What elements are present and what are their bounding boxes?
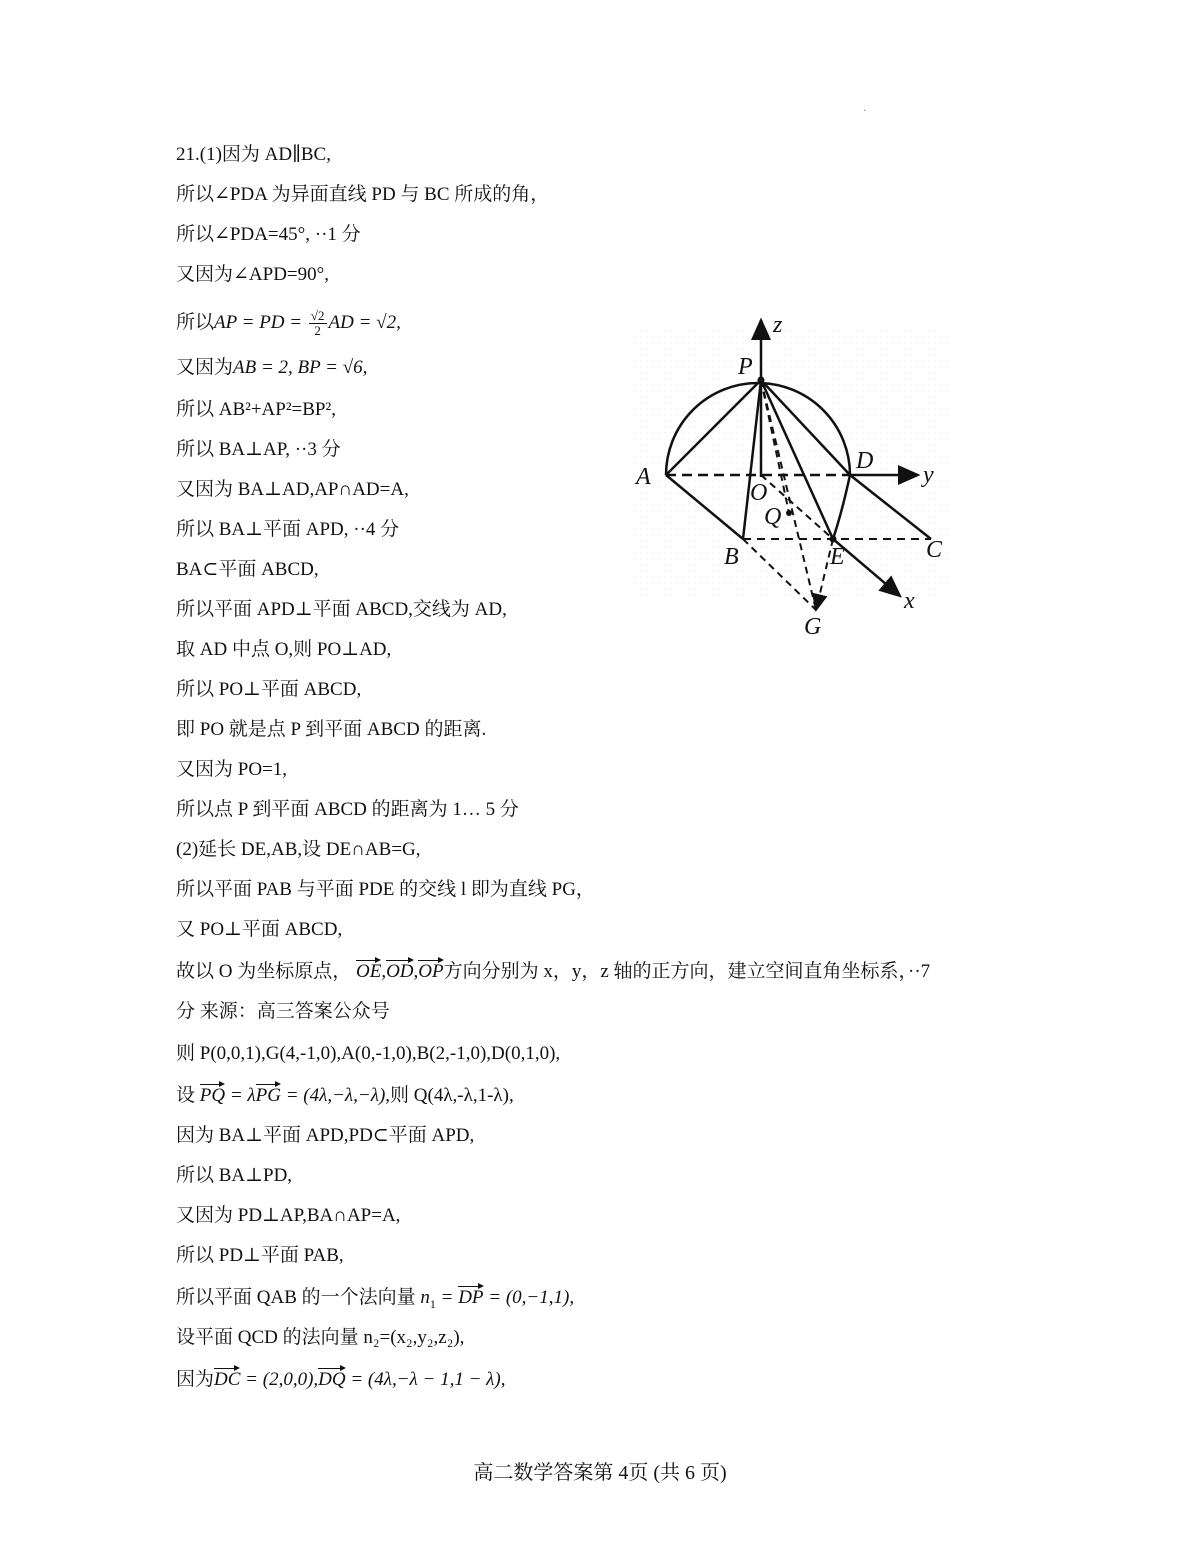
text-line: 所以点 P 到平面 ABCD 的距离为 1… 5 分 bbox=[176, 799, 519, 820]
point-q bbox=[786, 510, 792, 516]
text-line: 所以 AB²+AP²=BP², bbox=[176, 399, 336, 420]
label-a: A bbox=[636, 464, 651, 490]
label-d: D bbox=[856, 448, 874, 474]
label-o: O bbox=[750, 480, 768, 506]
point-p bbox=[758, 377, 765, 384]
label-b: B bbox=[724, 544, 739, 570]
text-line: 取 AD 中点 O,则 PO⊥AD, bbox=[176, 639, 392, 660]
label-q: Q bbox=[764, 504, 782, 530]
label-g: G bbox=[804, 614, 822, 640]
text-line: 分 来源：高三答案公众号 bbox=[176, 1001, 390, 1022]
label-x: x bbox=[904, 588, 915, 614]
label-y: y bbox=[923, 462, 934, 488]
vector-dp: DP bbox=[458, 1287, 484, 1308]
text-line-ap-pd: 所以AP = PD = $\frac{√2}{2}$ AD = √2, bbox=[176, 308, 401, 338]
text-line: 所以 BA⊥平面 APD, ··4 分 bbox=[176, 519, 400, 540]
label-p: P bbox=[738, 354, 753, 380]
text-line: 又 PO⊥平面 ABCD, bbox=[176, 919, 343, 940]
text-line: BA⊂平面 ABCD, bbox=[176, 559, 319, 580]
text-line-ab-bp: 又因为AB = 2, BP = √6, bbox=[176, 357, 368, 378]
text-line: 因为 BA⊥平面 APD,PD⊂平面 APD, bbox=[176, 1125, 475, 1146]
text-line: 即 PO 就是点 P 到平面 ABCD 的距离. bbox=[176, 719, 487, 740]
vector-oe: OE bbox=[355, 961, 382, 982]
text-line: 所以 PO⊥平面 ABCD, bbox=[176, 679, 362, 700]
text-line: 所以平面 APD⊥平面 ABCD,交线为 AD, bbox=[176, 599, 507, 620]
vector-dc: DC bbox=[214, 1369, 241, 1390]
vector-pg: PG bbox=[255, 1085, 281, 1106]
text-line: 又因为∠APD=90°, bbox=[176, 264, 329, 285]
page-footer: 高二数学答案第 4页 (共 6 页) bbox=[473, 1462, 727, 1484]
text-line: (2)延长 DE,AB,设 DE∩AB=G, bbox=[176, 839, 421, 860]
text-line: 所以 BA⊥PD, bbox=[176, 1165, 293, 1186]
scan-dot: · bbox=[863, 106, 867, 117]
text-line: 所以∠PDA 为异面直线 PD 与 BC 所成的角， bbox=[176, 184, 550, 205]
text-line: 又因为 BA⊥AD,AP∩AD=A, bbox=[176, 479, 409, 500]
label-e: E bbox=[830, 544, 845, 570]
text-line: 21.(1)因为 AD∥BC, bbox=[176, 144, 331, 165]
fraction: $\frac{√2}{2}$ bbox=[310, 308, 325, 338]
text-line: 又因为 PO=1, bbox=[176, 759, 288, 780]
text-line: 所以平面 PAB 与平面 PDE 的交线 l 即为直线 PG， bbox=[176, 879, 595, 900]
vector-pq: PQ bbox=[199, 1085, 226, 1106]
text-line: 设平面 QCD 的法向量 n₂=(x₂,y₂,z₂), bbox=[176, 1327, 465, 1348]
text-line-pq: 设 PQ = λPG = (4λ,−λ,−λ),则 Q(4λ,-λ,1-λ), bbox=[176, 1085, 514, 1106]
label-c: C bbox=[926, 537, 943, 563]
text-line-coordinate-system: 故以 O 为坐标原点， OE,OD,OP方向分别为 x，y，z 轴的正方向，建立空间直角坐标系，··7 bbox=[176, 961, 931, 982]
vector-op: OP bbox=[418, 961, 444, 982]
geometry-figure bbox=[628, 312, 958, 642]
label-z: z bbox=[773, 312, 783, 338]
point-e bbox=[830, 536, 837, 543]
text-line: 又因为 PD⊥AP,BA∩AP=A, bbox=[176, 1205, 401, 1226]
text-line-dc-dq: 因为DC = (2,0,0),DQ = (4λ,−λ − 1,1 − λ), bbox=[176, 1369, 506, 1390]
text-line: 所以∠PDA=45°, ··1 分 bbox=[176, 224, 361, 245]
text-line: 所以 BA⊥AP, ··3 分 bbox=[176, 439, 341, 460]
text-line-normal-n1: 所以平面 QAB 的一个法向量 $n_1$ = DP = (0,−1,1), bbox=[176, 1287, 575, 1311]
vector-dq: DQ bbox=[318, 1369, 346, 1390]
text-line: 所以 PD⊥平面 PAB, bbox=[176, 1245, 344, 1266]
text-line: 则 P(0,0,1),G(4,-1,0),A(0,-1,0),B(2,-1,0),D(0,1,0), bbox=[176, 1043, 561, 1064]
vector-od: OD bbox=[386, 961, 414, 982]
